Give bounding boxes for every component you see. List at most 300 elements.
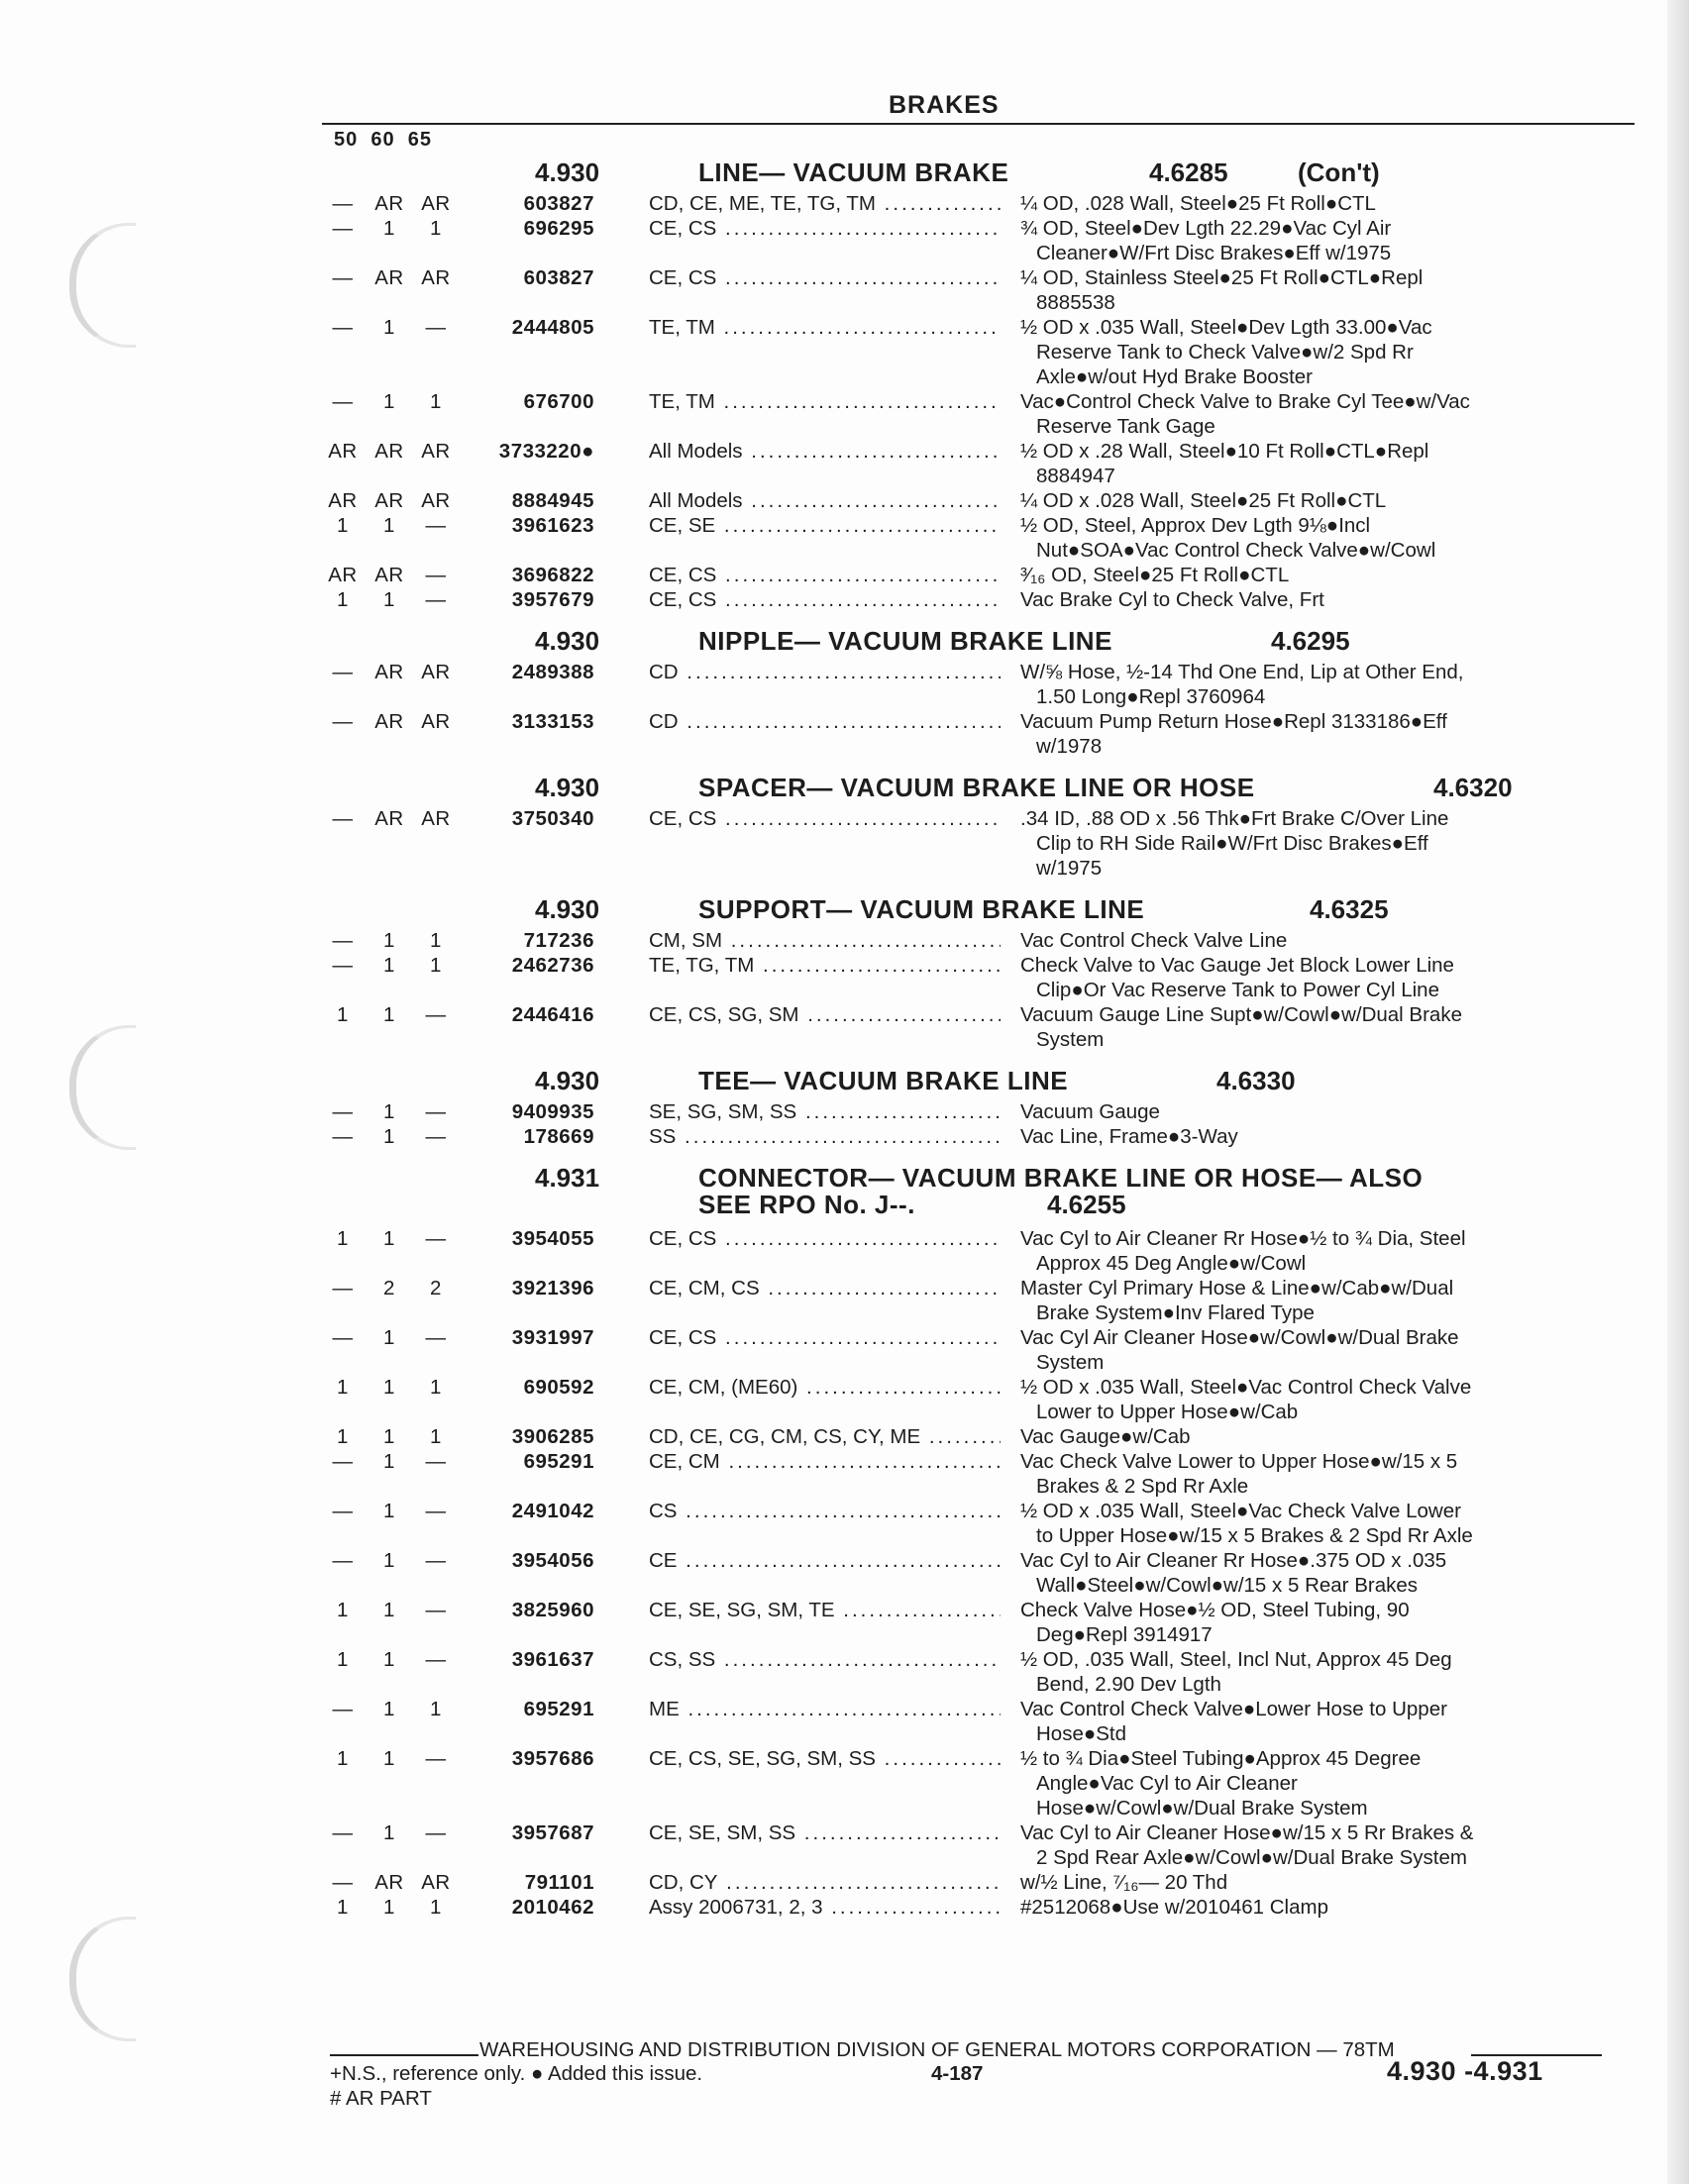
- usage-columns: [325, 1598, 454, 1622]
- description-line: Vac Cyl to Air Cleaner Hose●w/15 x 5 Rr Brakes &: [1020, 1821, 1474, 1844]
- part-number: 676700: [523, 390, 594, 413]
- part-number: 3931997: [511, 1326, 594, 1349]
- model-list: CD .....: [649, 660, 1001, 684]
- part-description: [1020, 191, 1615, 216]
- model-list: SS .....: [649, 1124, 1001, 1149]
- usage-qty: 1: [383, 1376, 395, 1399]
- model-list: CM, SM .....: [649, 928, 1001, 953]
- usage-qty: 1: [337, 1227, 349, 1250]
- part-description: [1020, 1746, 1615, 1820]
- usage-qty: AR: [328, 564, 358, 586]
- part-number: 603827: [523, 192, 594, 215]
- description-line: w/1975: [1036, 857, 1103, 880]
- usage-columns: [325, 1325, 454, 1350]
- usage-qty: —: [332, 1871, 354, 1894]
- usage-qty: —: [332, 316, 354, 339]
- model-list: ME .....: [649, 1697, 1001, 1721]
- usage-qty: 1: [337, 1425, 349, 1448]
- usage-qty: —: [332, 1277, 354, 1300]
- usage-qty: —: [332, 266, 354, 289]
- part-description: [1020, 216, 1615, 265]
- usage-qty: —: [332, 390, 354, 413]
- usage-qty: 1: [383, 1326, 395, 1349]
- section-name: TEE— VACUUM BRAKE LINE: [698, 1066, 1069, 1095]
- usage-qty: AR: [421, 266, 451, 289]
- part-number: 2491042: [511, 1500, 594, 1522]
- description-line: Vac Control Check Valve Line: [1020, 929, 1288, 952]
- part-row: [0, 1746, 1689, 1820]
- usage-qty: 1: [383, 1100, 395, 1123]
- part-description: [1020, 1002, 1615, 1052]
- usage-qty: AR: [374, 489, 404, 512]
- part-description: [1020, 265, 1615, 315]
- section-name: CONNECTOR— VACUUM BRAKE LINE OR HOSE— ALSO: [698, 1163, 1424, 1193]
- year-columns-header: [334, 129, 432, 152]
- part-number: 3733220●: [498, 440, 594, 463]
- description-line: .34 ID, .88 OD x .56 Thk●Frt Brake C/Over Line: [1020, 807, 1449, 830]
- part-row: [0, 806, 1689, 881]
- usage-qty: 1: [383, 514, 395, 537]
- part-description: [1020, 1895, 1615, 1920]
- model-list: CE, SE, SG, SM, TE .....: [649, 1598, 1001, 1622]
- part-description: [1020, 660, 1615, 709]
- description-line: ¼ OD x .028 Wall, Steel●25 Ft Roll●CTL: [1020, 489, 1387, 512]
- part-description: [1020, 1375, 1615, 1424]
- description-line: ½ OD, Steel, Approx Dev Lgth 9⅛●Incl: [1020, 514, 1371, 537]
- description-line: Clip●Or Vac Reserve Tank to Power Cyl Line: [1036, 979, 1439, 1001]
- part-row: [0, 587, 1689, 612]
- year-50: 50: [334, 129, 359, 151]
- usage-qty: —: [425, 1549, 447, 1572]
- part-number: 690592: [523, 1376, 594, 1399]
- part-row: [0, 1099, 1689, 1124]
- description-line: Deg●Repl 3914917: [1036, 1623, 1213, 1646]
- part-number: 3696822: [511, 564, 594, 586]
- description-line: Vac Check Valve Lower to Upper Hose●w/15 x 5: [1020, 1450, 1458, 1473]
- usage-qty: —: [425, 1747, 447, 1770]
- usage-qty: —: [332, 1125, 354, 1148]
- description-line: ½ OD x .28 Wall, Steel●10 Ft Roll●CTL●Repl: [1020, 440, 1429, 463]
- usage-qty: 1: [337, 1376, 349, 1399]
- section-header: [0, 1159, 1689, 1226]
- usage-qty: —: [332, 217, 354, 240]
- usage-qty: 1: [383, 929, 395, 952]
- usage-qty: —: [332, 1549, 354, 1572]
- part-description: [1020, 1449, 1615, 1499]
- usage-qty: AR: [374, 440, 404, 463]
- section-header: [0, 1062, 1689, 1099]
- year-60: 60: [370, 129, 395, 151]
- usage-qty: —: [425, 1648, 447, 1671]
- part-number: 3825960: [511, 1599, 594, 1621]
- usage-qty: 1: [383, 954, 395, 977]
- usage-columns: [325, 389, 454, 414]
- usage-qty: 1: [383, 316, 395, 339]
- usage-qty: AR: [374, 1871, 404, 1894]
- section-code: 4.6295: [1271, 626, 1350, 656]
- description-line: Vac Brake Cyl to Check Valve, Frt: [1020, 588, 1324, 611]
- usage-qty: 1: [430, 390, 442, 413]
- usage-columns: [325, 806, 454, 831]
- usage-qty: —: [425, 1450, 447, 1473]
- section-code: 4.6255: [1047, 1190, 1126, 1219]
- model-list: CE, CS .....: [649, 216, 1001, 241]
- description-line: Vac Control Check Valve●Lower Hose to Upper: [1020, 1698, 1447, 1720]
- usage-qty: 1: [383, 1599, 395, 1621]
- description-line: Hose●w/Cowl●w/Dual Brake System: [1036, 1797, 1368, 1820]
- usage-columns: [325, 513, 454, 538]
- section-spacer: [0, 1149, 1689, 1159]
- description-line: ½ to ¾ Dia●Steel Tubing●Approx 45 Degree: [1020, 1747, 1422, 1770]
- model-list: SE, SG, SM, SS .....: [649, 1099, 1001, 1124]
- part-row: [0, 1449, 1689, 1499]
- model-list: CE, CS .....: [649, 806, 1001, 831]
- section-name: SUPPORT— VACUUM BRAKE LINE: [698, 894, 1145, 924]
- usage-qty: AR: [374, 661, 404, 683]
- part-row: [0, 1697, 1689, 1746]
- description-line: Lower to Upper Hose●w/Cab: [1036, 1401, 1299, 1423]
- usage-qty: —: [332, 1698, 354, 1720]
- usage-columns: [325, 488, 454, 513]
- part-number: 3906285: [511, 1425, 594, 1448]
- part-row: [0, 513, 1689, 563]
- usage-qty: 1: [383, 1425, 395, 1448]
- header-rule: [322, 123, 1635, 125]
- usage-columns: [325, 1276, 454, 1300]
- description-line: Vacuum Gauge Line Supt●w/Cowl●w/Dual Brake: [1020, 1003, 1462, 1026]
- part-description: [1020, 488, 1615, 513]
- part-row: [0, 1124, 1689, 1149]
- part-number: 8884945: [511, 489, 594, 512]
- description-line: w/½ Line, ⁷⁄₁₆— 20 Thd: [1020, 1871, 1228, 1894]
- model-list: CD, CE, ME, TE, TG, TM .....: [649, 191, 1001, 216]
- usage-qty: —: [425, 1100, 447, 1123]
- description-line: Check Valve Hose●½ OD, Steel Tubing, 90: [1020, 1599, 1410, 1621]
- model-list: CE, CM, (ME60) .....: [649, 1375, 1001, 1400]
- part-description: [1020, 1226, 1615, 1276]
- usage-qty: AR: [421, 807, 451, 830]
- part-row: [0, 389, 1689, 439]
- description-line: ½ OD x .035 Wall, Steel●Dev Lgth 33.00●Vac: [1020, 316, 1432, 339]
- description-line: 2 Spd Rear Axle●w/Cowl●w/Dual Brake System: [1036, 1846, 1467, 1869]
- description-line: Vac●Control Check Valve to Brake Cyl Tee●w/Vac: [1020, 390, 1470, 413]
- part-number: 3961623: [511, 514, 594, 537]
- model-list: CE, CS .....: [649, 587, 1001, 612]
- usage-qty: 1: [430, 929, 442, 952]
- description-line: ½ OD x .035 Wall, Steel●Vac Check Valve Lower: [1020, 1500, 1461, 1522]
- part-number: 696295: [523, 217, 594, 240]
- usage-qty: 1: [383, 1003, 395, 1026]
- model-list: CD, CE, CG, CM, CS, CY, ME .....: [649, 1424, 1001, 1449]
- part-description: [1020, 1499, 1615, 1548]
- usage-qty: —: [332, 929, 354, 952]
- usage-qty: —: [332, 807, 354, 830]
- usage-qty: 1: [383, 1227, 395, 1250]
- description-line: ¾ OD, Steel●Dev Lgth 22.29●Vac Cyl Air: [1020, 217, 1392, 240]
- usage-qty: —: [332, 1100, 354, 1123]
- part-number: 3957679: [511, 588, 594, 611]
- usage-columns: [325, 315, 454, 340]
- usage-qty: 1: [430, 1376, 442, 1399]
- usage-columns: [325, 265, 454, 290]
- section-group-number: 4.930: [535, 157, 600, 187]
- part-number: 695291: [523, 1450, 594, 1473]
- description-line: Hose●Std: [1036, 1722, 1127, 1745]
- usage-qty: 1: [383, 1549, 395, 1572]
- usage-qty: —: [425, 588, 447, 611]
- usage-columns: [325, 1820, 454, 1845]
- part-description: [1020, 389, 1615, 439]
- usage-qty: —: [332, 1450, 354, 1473]
- usage-qty: 1: [337, 1599, 349, 1621]
- description-line: Vac Line, Frame●3-Way: [1020, 1125, 1238, 1148]
- part-description: [1020, 806, 1615, 881]
- usage-columns: [325, 1002, 454, 1027]
- description-line: Reserve Tank to Check Valve●w/2 Spd Rr: [1036, 341, 1414, 364]
- part-row: [0, 1598, 1689, 1647]
- section-spacer: [0, 1052, 1689, 1062]
- part-row: [0, 265, 1689, 315]
- page-title: BRAKES: [889, 91, 1000, 119]
- section-spacer: [0, 759, 1689, 769]
- description-line: w/1978: [1036, 735, 1103, 758]
- footer-division: WAREHOUSING AND DISTRIBUTION DIVISION OF GENERAL MOTORS CORPORATION — 78TM: [479, 2038, 1395, 2061]
- usage-qty: 1: [337, 514, 349, 537]
- usage-qty: AR: [328, 489, 358, 512]
- footer-note-ar: # AR PART: [330, 2087, 432, 2110]
- section-group-number: 4.930: [535, 773, 600, 802]
- usage-qty: 1: [337, 1648, 349, 1671]
- part-row: [0, 1325, 1689, 1375]
- usage-qty: 1: [383, 1450, 395, 1473]
- model-list: All Models .....: [649, 488, 1001, 513]
- model-list: All Models .....: [649, 439, 1001, 464]
- usage-qty: AR: [421, 489, 451, 512]
- usage-columns: [325, 1870, 454, 1895]
- model-list: CE, CS .....: [649, 1325, 1001, 1350]
- model-list: TE, TG, TM .....: [649, 953, 1001, 978]
- usage-qty: AR: [421, 192, 451, 215]
- part-description: [1020, 315, 1615, 389]
- part-row: [0, 439, 1689, 488]
- section-name-continued: SEE RPO No. J--.: [698, 1190, 915, 1219]
- description-line: Vac Cyl to Air Cleaner Rr Hose●.375 OD x .035: [1020, 1549, 1447, 1572]
- usage-qty: 1: [383, 1896, 395, 1919]
- usage-qty: 2: [430, 1277, 442, 1300]
- model-list: CS, SS .....: [649, 1647, 1001, 1672]
- model-list: CD, CY .....: [649, 1870, 1001, 1895]
- description-line: Angle●Vac Cyl to Air Cleaner: [1036, 1772, 1298, 1795]
- usage-qty: 1: [337, 1003, 349, 1026]
- description-line: Vacuum Pump Return Hose●Repl 3133186●Eff: [1020, 710, 1447, 733]
- usage-qty: —: [425, 1125, 447, 1148]
- model-list: CE, CS, SG, SM .....: [649, 1002, 1001, 1027]
- part-description: [1020, 1325, 1615, 1375]
- part-number: 695291: [523, 1698, 594, 1720]
- part-row: [0, 928, 1689, 953]
- section-name: NIPPLE— VACUUM BRAKE LINE: [698, 626, 1112, 656]
- section-code: 4.6330: [1216, 1066, 1296, 1095]
- part-number: 717236: [523, 929, 594, 952]
- part-description: [1020, 1124, 1615, 1149]
- usage-qty: —: [425, 316, 447, 339]
- description-line: Nut●SOA●Vac Control Check Valve●w/Cowl: [1036, 539, 1436, 562]
- description-line: ¼ OD, Stainless Steel●25 Ft Roll●CTL●Repl: [1020, 266, 1424, 289]
- description-line: Vac Cyl Air Cleaner Hose●w/Cowl●w/Dual Brake: [1020, 1326, 1459, 1349]
- usage-qty: 1: [383, 1821, 395, 1844]
- model-list: CE, CS, SE, SG, SM, SS .....: [649, 1746, 1001, 1771]
- usage-columns: [325, 1124, 454, 1149]
- part-description: [1020, 1598, 1615, 1647]
- part-row: [0, 1276, 1689, 1325]
- binder-hole-bottom: [69, 1917, 136, 2041]
- part-number: 2489388: [511, 661, 594, 683]
- group-range: 4.930 -4.931: [1387, 2056, 1543, 2086]
- description-line: ¼ OD, .028 Wall, Steel●25 Ft Roll●CTL: [1020, 192, 1376, 215]
- part-description: [1020, 587, 1615, 612]
- section-header: [0, 154, 1689, 191]
- part-description: [1020, 1647, 1615, 1697]
- part-row: [0, 488, 1689, 513]
- model-list: Assy 2006731, 2, 3 .....: [649, 1895, 1001, 1920]
- part-description: [1020, 1424, 1615, 1449]
- part-description: [1020, 513, 1615, 563]
- description-line: Reserve Tank Gage: [1036, 415, 1215, 438]
- usage-qty: —: [425, 1003, 447, 1026]
- description-line: Axle●w/out Hyd Brake Booster: [1036, 365, 1314, 388]
- part-number: 2010462: [511, 1896, 594, 1919]
- section-continued-label: (Con't): [1298, 157, 1380, 187]
- part-number: 3954055: [511, 1227, 594, 1250]
- part-row: [0, 1375, 1689, 1424]
- section-code: 4.6320: [1433, 773, 1513, 802]
- usage-qty: —: [332, 710, 354, 733]
- usage-columns: [325, 1746, 454, 1771]
- part-row: [0, 1002, 1689, 1052]
- parts-listing: [0, 154, 1689, 1929]
- usage-qty: AR: [421, 710, 451, 733]
- usage-qty: —: [332, 192, 354, 215]
- part-row: [0, 191, 1689, 216]
- footer-note-ns: +N.S., reference only. ● Added this issue.: [330, 2062, 703, 2085]
- usage-qty: —: [332, 1326, 354, 1349]
- part-description: [1020, 1099, 1615, 1124]
- usage-qty: 1: [383, 390, 395, 413]
- description-line: Cleaner●W/Frt Disc Brakes●Eff w/1975: [1036, 242, 1392, 264]
- usage-qty: 1: [430, 1425, 442, 1448]
- part-description: [1020, 563, 1615, 587]
- usage-qty: AR: [421, 1871, 451, 1894]
- usage-columns: [325, 191, 454, 216]
- model-list: CE, CS .....: [649, 1226, 1001, 1251]
- usage-columns: [325, 709, 454, 734]
- section-header: [0, 622, 1689, 660]
- part-description: [1020, 1548, 1615, 1598]
- year-65: 65: [407, 129, 432, 151]
- usage-columns: [325, 1375, 454, 1400]
- usage-qty: AR: [374, 564, 404, 586]
- usage-qty: —: [425, 1821, 447, 1844]
- model-list: CE, CS .....: [649, 265, 1001, 290]
- usage-columns: [325, 587, 454, 612]
- usage-qty: 1: [383, 1698, 395, 1720]
- usage-columns: [325, 660, 454, 684]
- description-line: Vac Gauge●w/Cab: [1020, 1425, 1191, 1448]
- description-line: ³⁄₁₆ OD, Steel●25 Ft Roll●CTL: [1020, 564, 1290, 586]
- description-line: 8884947: [1036, 465, 1115, 487]
- description-line: System: [1036, 1351, 1105, 1374]
- usage-qty: 1: [337, 588, 349, 611]
- model-list: CS .....: [649, 1499, 1001, 1523]
- part-number: 3921396: [511, 1277, 594, 1300]
- part-row: [0, 1647, 1689, 1697]
- usage-qty: 1: [383, 1125, 395, 1148]
- part-row: [0, 563, 1689, 587]
- part-number: 603827: [523, 266, 594, 289]
- model-list: CE, CM .....: [649, 1449, 1001, 1474]
- usage-qty: 1: [430, 217, 442, 240]
- part-number: 2444805: [511, 316, 594, 339]
- part-row: [0, 1548, 1689, 1598]
- usage-qty: 1: [383, 1500, 395, 1522]
- description-line: Wall●Steel●w/Cowl●w/15 x 5 Rear Brakes: [1036, 1574, 1419, 1597]
- model-list: CE .....: [649, 1548, 1001, 1573]
- usage-qty: AR: [421, 440, 451, 463]
- usage-columns: [325, 216, 454, 241]
- section-group-number: 4.930: [535, 1066, 600, 1095]
- part-description: [1020, 953, 1615, 1002]
- part-description: [1020, 439, 1615, 488]
- usage-qty: AR: [374, 266, 404, 289]
- usage-qty: —: [425, 1599, 447, 1621]
- usage-columns: [325, 1697, 454, 1721]
- usage-qty: —: [332, 1500, 354, 1522]
- usage-columns: [325, 1226, 454, 1251]
- description-line: Vac Cyl to Air Cleaner Rr Hose●½ to ¾ Dia, Steel: [1020, 1227, 1466, 1250]
- part-row: [0, 1424, 1689, 1449]
- part-row: [0, 709, 1689, 759]
- part-row: [0, 1499, 1689, 1548]
- usage-columns: [325, 928, 454, 953]
- part-row: [0, 953, 1689, 1002]
- section-header: [0, 890, 1689, 928]
- usage-columns: [325, 439, 454, 464]
- usage-qty: 1: [383, 588, 395, 611]
- usage-qty: 1: [337, 1896, 349, 1919]
- part-row: [0, 315, 1689, 389]
- description-line: 1.50 Long●Repl 3760964: [1036, 685, 1266, 708]
- description-line: Clip to RH Side Rail●W/Frt Disc Brakes●Eff: [1036, 832, 1428, 855]
- part-row: [0, 1820, 1689, 1870]
- usage-qty: —: [425, 564, 447, 586]
- part-number: 9409935: [511, 1100, 594, 1123]
- part-row: [0, 216, 1689, 265]
- usage-qty: 1: [430, 954, 442, 977]
- section-code: 4.6325: [1310, 894, 1389, 924]
- model-list: CE, SE, SM, SS .....: [649, 1820, 1001, 1845]
- part-number: 3750340: [511, 807, 594, 830]
- description-line: to Upper Hose●w/15 x 5 Brakes & 2 Spd Rr Axle: [1036, 1524, 1473, 1547]
- part-row: [0, 1226, 1689, 1276]
- model-list: CE, SE .....: [649, 513, 1001, 538]
- description-line: System: [1036, 1028, 1105, 1051]
- usage-columns: [325, 1895, 454, 1920]
- usage-qty: —: [425, 1227, 447, 1250]
- page-number: 4-187: [931, 2062, 984, 2085]
- section-header: [0, 769, 1689, 806]
- part-number: 3961637: [511, 1648, 594, 1671]
- usage-qty: 1: [337, 1747, 349, 1770]
